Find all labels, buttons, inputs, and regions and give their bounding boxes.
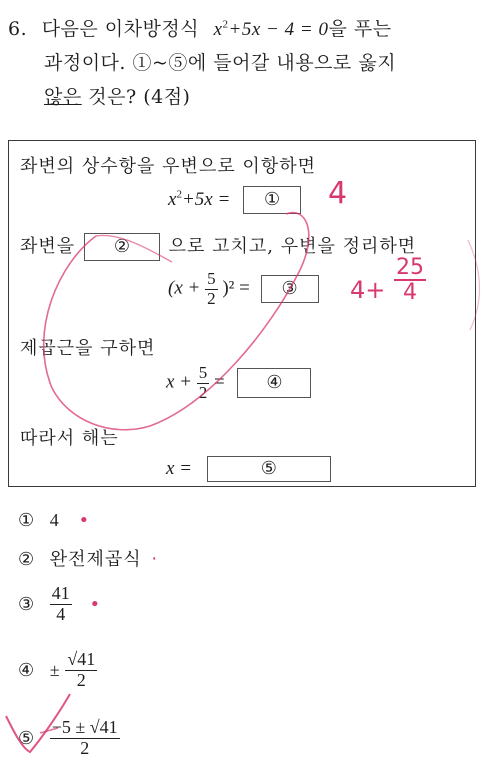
pink-edge-stroke (468, 240, 480, 330)
step1-text: 좌변의 상수항을 우변으로 이항하면 (20, 156, 316, 177)
step2-post: 으로 고치고, 우변을 정리하면 (168, 236, 417, 257)
handwritten-answer-1: 4 (328, 176, 348, 211)
choice-5-number: ⑤ (18, 727, 35, 749)
question-equation: $x^2+5x - 4 = 0$ (213, 18, 329, 40)
choice-4-number: ④ (18, 659, 35, 681)
check-mark (6, 694, 70, 752)
step4-equation: x = ⑤ (166, 456, 331, 482)
tick-mark: • (89, 593, 101, 615)
pink-loop-stroke (44, 213, 309, 430)
choice-1-value: 4 (49, 510, 59, 530)
step1-equation: $x^2+5x$ = ① (168, 186, 301, 214)
question-text-pre: 다음은 이차방정식 (41, 18, 200, 40)
blank-5: ⑤ (207, 456, 331, 482)
choice-3-number: ③ (18, 593, 35, 615)
handwritten-answer-3-frac: 25 4 (396, 255, 424, 306)
choice-3-fraction: $\frac{41}{4}$ (51, 583, 70, 624)
step3-equation: x + $\frac{5}{2}$ = ④ (166, 364, 311, 402)
choice-1-number: ① (18, 510, 35, 531)
blank-4: ④ (237, 368, 311, 398)
tick-mark: ‧ (151, 549, 158, 570)
blank-1: ① (243, 186, 301, 214)
question-emphasis: 않은 (44, 86, 82, 108)
tick-mark: • (78, 510, 90, 531)
choice-4-fraction: $\frac{√41}{2}$ (67, 649, 96, 690)
question-number: 6. (8, 18, 28, 40)
question-text-post: 을 푸는 (328, 18, 392, 40)
blank-3: ③ (261, 275, 319, 303)
step3-fraction: $\frac{5}{2}$ (198, 363, 208, 402)
step4-text: 따라서 해는 (20, 428, 119, 449)
pink-loop-stroke (96, 235, 172, 262)
choice-4-sign: ± (49, 659, 60, 680)
step3-text: 제곱근을 구하면 (20, 338, 156, 359)
handwritten-answer-3-int: 4+ (350, 276, 386, 304)
question-tail: 것은? (4점) (88, 86, 191, 108)
question-line-2: 과정이다. ①~⑤에 들어갈 내용으로 옳지 (44, 52, 397, 74)
choice-2-value: 완전제곱식 (49, 549, 142, 570)
step2-equation: (x + $\frac{5}{2}$ )² = ③ (168, 270, 319, 308)
step2-fraction: $\frac{5}{2}$ (207, 269, 216, 308)
step2-pre: 좌변을 (20, 236, 76, 257)
choice-2-number: ② (18, 549, 35, 570)
choice-5-fraction: $\frac{-5 \pm √41}{2}$ (51, 717, 118, 758)
blank-2: ② (84, 233, 160, 261)
